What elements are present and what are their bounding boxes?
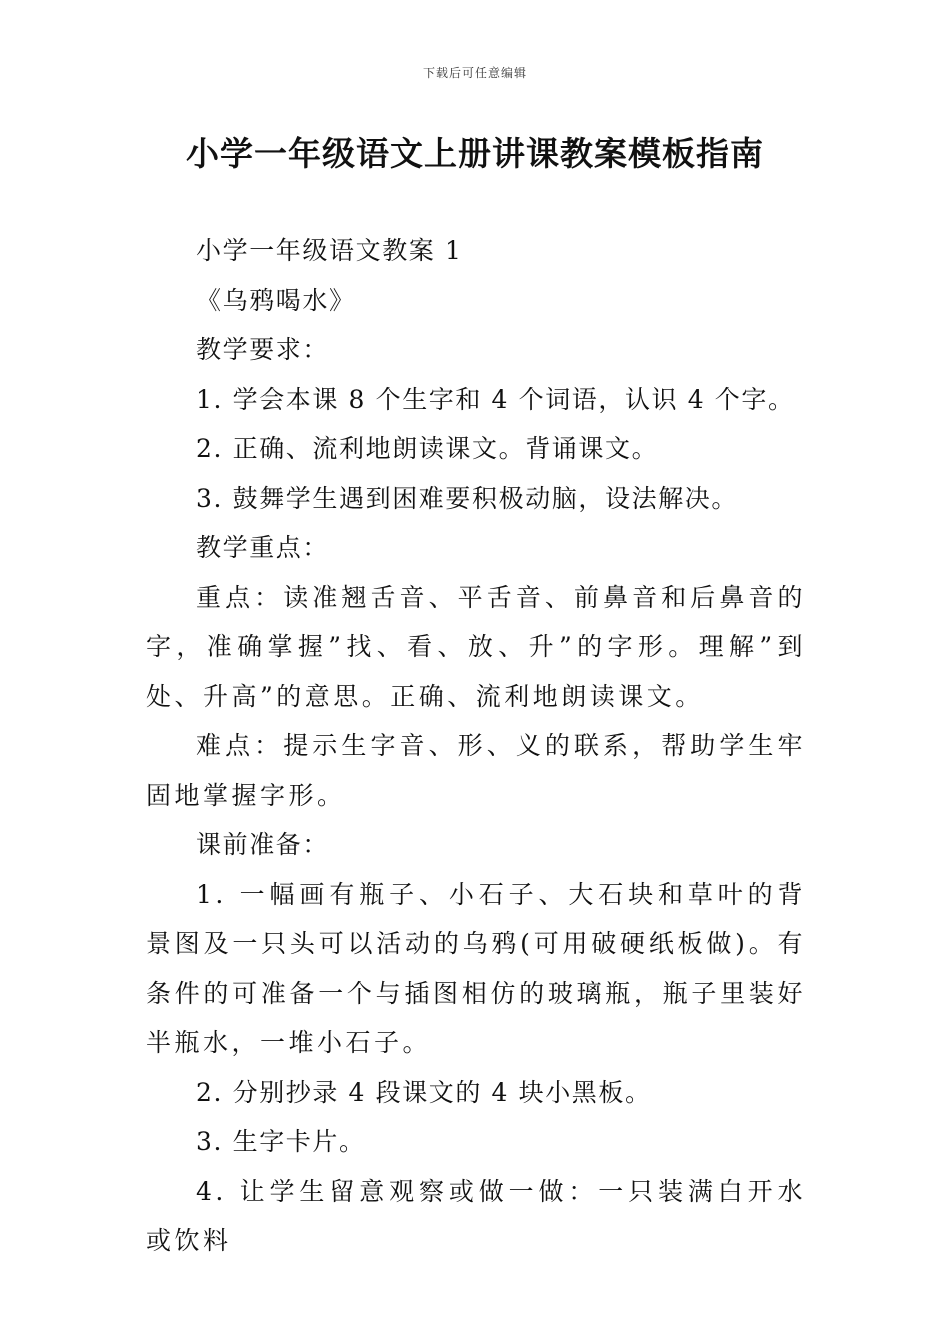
section-heading-key-points: 教学重点： <box>196 533 330 562</box>
preparation-item-3: 3. 生字卡片。 <box>196 1127 366 1156</box>
lesson-heading: 小学一年级语文教案 1 <box>196 236 463 265</box>
requirement-item-2: 2. 正确、流利地朗读课文。背诵课文。 <box>196 434 659 463</box>
section-heading-preparation: 课前准备： <box>196 830 330 859</box>
preparation-item-4: 4. 让学生留意观察或做一做：一只装满白开水或饮料 <box>146 1176 806 1255</box>
header-note: 下载后可任意编辑 <box>422 66 527 80</box>
preparation-item-2: 2. 分别抄录 4 段课文的 4 块小黑板。 <box>196 1077 652 1107</box>
key-point-paragraph: 重点：读准翘舌音、平舌音、前鼻音和后鼻音的字，准确掌握”找、看、放、升”的字形。理解”到处、升高”的意思。正确、流利地朗读课文。 <box>146 582 806 711</box>
lesson-title: 《乌鸦喝水》 <box>196 285 356 315</box>
document-title: 小学一年级语文上册讲课教案模板指南 <box>186 134 764 173</box>
section-heading-requirements: 教学要求： <box>196 335 330 364</box>
requirement-item-1: 1. 学会本课 8 个生字和 4 个词语，认识 4 个字。 <box>196 384 795 414</box>
requirement-item-3: 3. 鼓舞学生遇到困难要积极动脑，设法解决。 <box>196 483 739 513</box>
difficulty-paragraph: 难点：提示生字音、形、义的联系，帮助学生牢固地掌握字形。 <box>146 731 806 810</box>
document-body <box>146 226 806 1266</box>
preparation-item-1: 1. 一幅画有瓶子、小石子、大石块和草叶的背景图及一只头可以活动的乌鸦(可用破硬纸板做)。有条件的可准备一个与插图相仿的玻璃瓶，瓶子里装好半瓶水，一堆小石子。 <box>146 879 806 1057</box>
